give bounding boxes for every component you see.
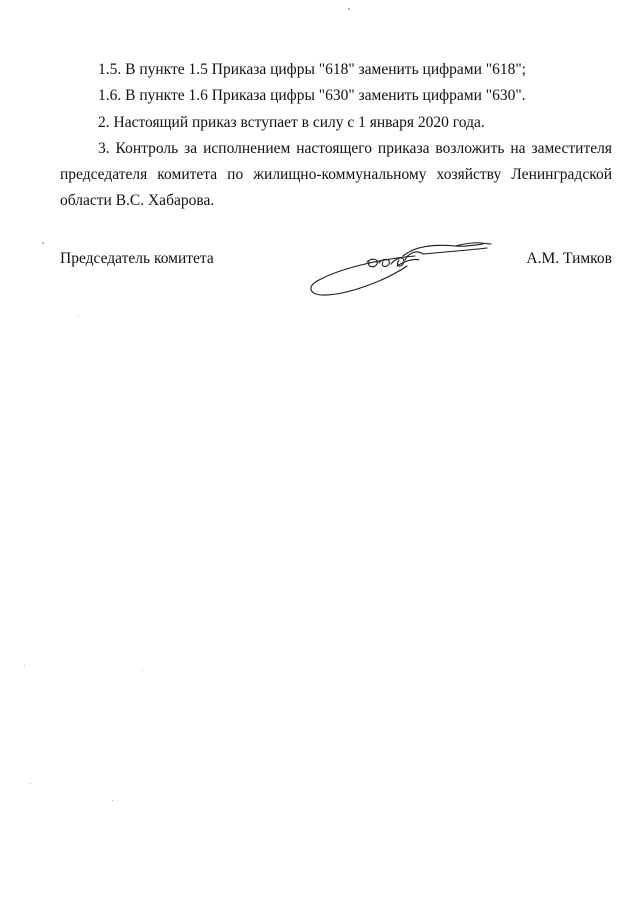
signatory-name: А.М. Тимков	[526, 250, 612, 267]
clause-1-6: 1.6. В пункте 1.6 Приказа цифры "630" заменить цифрами "630".	[98, 87, 526, 104]
clause-3: 3. Контроль за исполнением настоящего приказа возложить на заместителя председателя комитета по жилищно-коммунальному хозяйству Ленинградской области В.С. Хабарова.	[60, 140, 612, 209]
clause-1-5: 1.5. В пункте 1.5 Приказа цифры "618" заменить цифрами "618";	[98, 61, 526, 78]
signatory-title: Председатель комитета	[60, 250, 214, 267]
handwritten-signature-icon	[305, 236, 500, 302]
clause-2: 2. Настоящий приказ вступает в силу с 1 января 2020 года.	[98, 114, 485, 131]
